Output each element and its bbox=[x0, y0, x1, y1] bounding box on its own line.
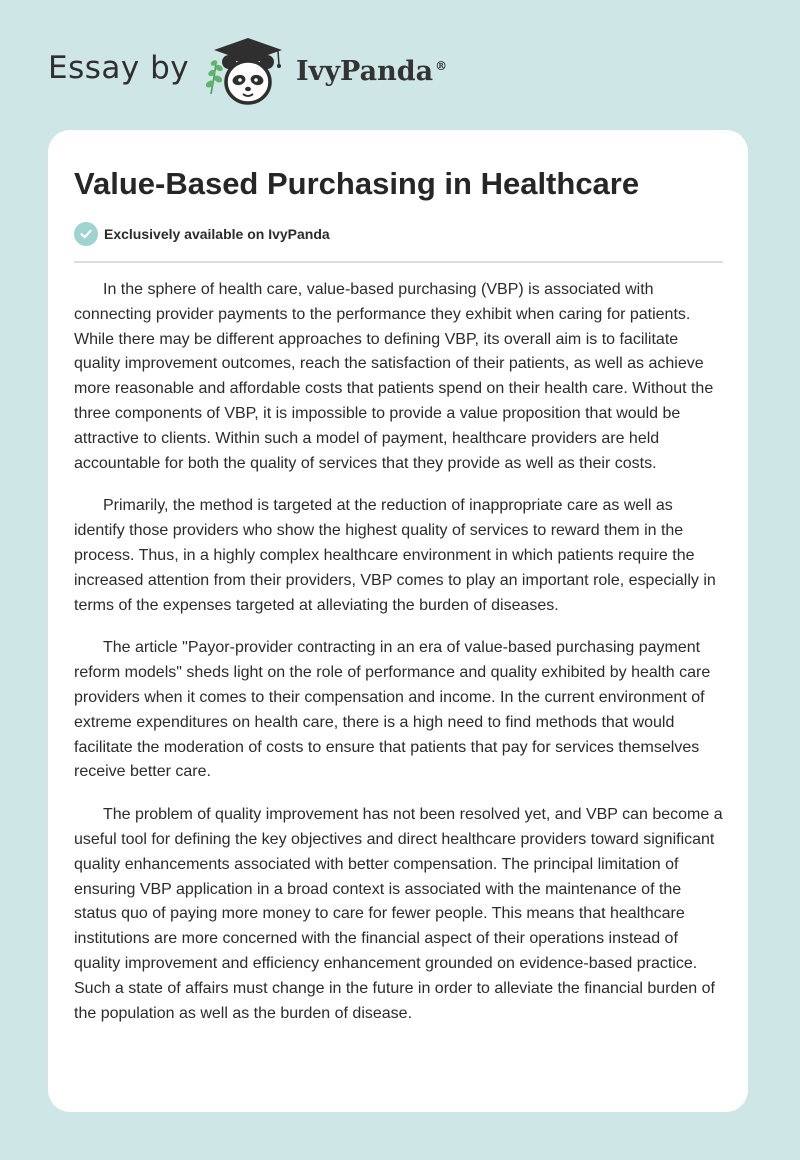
exclusive-label: Exclusively available on IvyPanda bbox=[104, 226, 330, 242]
essay-paragraph: In the sphere of health care, value-based purchasing (VBP) is associated with connecting provider payments to the performance they exhibit when caring for patients. While there may be different approaches to defining VBP, its overall aim is to facilitate quality improvement outcomes, reach the satisfaction of their patients, as well as achieve more reasonable and affordable costs that patients spend on their health care. Without the three components of VBP, it is impossible to provide a value proposition that would be attractive to clients. Within such a model of payment, healthcare providers are held accountable for both the quality of services that they provide as well as their costs. bbox=[74, 281, 714, 472]
registered-mark: ® bbox=[435, 59, 448, 73]
check-icon bbox=[74, 222, 98, 246]
essay-body bbox=[74, 278, 726, 1044]
site-header bbox=[0, 0, 800, 120]
essay-paragraph: Primarily, the method is targeted at the reduction of inappropriate care as well as identify those providers who show the highest quality of services to reward them in the process. Thus, in a highly complex healthcare environment in which patients require the increased attention from their providers, VBP comes to play an important role, especially in terms of the expenses targeted at alleviating the burden of diseases. bbox=[74, 497, 716, 614]
exclusive-badge bbox=[74, 222, 330, 246]
brand-name[interactable] bbox=[296, 56, 447, 87]
essay-card bbox=[48, 130, 748, 1112]
essay-by-label: Essay by bbox=[48, 50, 190, 86]
brand-name-text: IvyPanda bbox=[296, 56, 434, 87]
essay-paragraph: The problem of quality improvement has not been resolved yet, and VBP can become a useful tool for defining the key objectives and direct healthcare providers toward significant quality enhancements associated with better compensation. The principal limitation of ensuring VBP application in a broad context is associated with the maintenance of the status quo of paying more money to care for fewer people. This means that healthcare institutions are more concerned with the financial aspect of their operations instead of quality improvement and efficiency enhancement grounded on evidence-based practice. Such a state of affairs must change in the future in order to alleviate the financial burden of the population as well as the burden of disease. bbox=[74, 806, 723, 1022]
essay-paragraph: The article "Payor-provider contracting in an era of value-based purchasing payment reform models" sheds light on the role of performance and quality exhibited by health care providers when it comes to their compensation and income. In the current environment of extreme expenditures on health care, there is a high need to find methods that would facilitate the moderation of costs to ensure that patients that pay for services themselves receive better care. bbox=[74, 639, 711, 781]
page-title: Value-Based Purchasing in Healthcare bbox=[74, 166, 640, 201]
panda-graduate-logo-icon[interactable] bbox=[198, 32, 298, 112]
title-divider bbox=[74, 261, 723, 263]
